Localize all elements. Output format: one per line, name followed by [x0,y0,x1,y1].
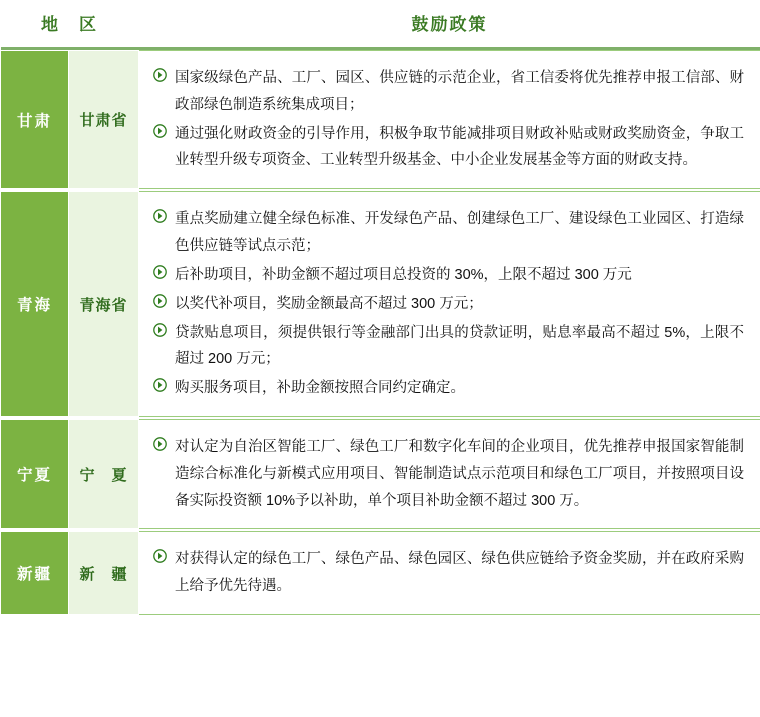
bullet-arrow-icon [153,124,167,138]
policy-text: 国家级绿色产品、工厂、园区、供应链的示范企业，省工信委将优先推荐申报工信部、财政部绿色制造系统集成项目； [175,70,744,113]
policy-text: 购买服务项目，补助金额按照合同约定确定。 [175,380,465,397]
policy-cell [139,532,760,615]
policy-item [153,206,744,260]
header-policy: 鼓励政策 [139,0,760,47]
header-row [1,0,760,47]
region-abbr: 甘肃 [1,51,69,189]
policy-item [153,65,744,119]
table-row [1,532,760,615]
policy-item [153,121,744,175]
header-region: 地 区 [1,0,139,47]
bullet-arrow-icon [153,265,167,279]
policy-text: 对获得认定的绿色工厂、绿色产品、绿色园区、绿色供应链给予资金奖励，并在政府采购上给予优先待遇。 [175,551,744,595]
bullet-arrow-icon [153,323,167,337]
bullet-arrow-icon [153,378,167,392]
region-full: 宁 夏 [69,419,139,528]
bullet-arrow-icon [153,549,167,563]
policy-cell [139,192,760,417]
policy-cell [139,419,760,528]
region-full: 青海省 [69,192,139,417]
table-row [1,192,760,417]
bullet-arrow-icon [153,437,167,451]
policy-text: 重点奖励建立健全绿色标准、开发绿色产品、创建绿色工厂、建设绿色工业园区、打造绿色供应链等试点示范； [175,211,744,255]
region-abbr: 宁夏 [1,419,69,528]
policy-item [153,262,744,289]
bullet-arrow-icon [153,294,167,308]
region-abbr: 新疆 [1,532,69,615]
policy-item [153,546,744,600]
bullet-arrow-icon [153,209,167,223]
table-row [1,51,760,189]
table-row [1,419,760,528]
policy-text: 通过强化财政资金的引导作用，积极争取节能减排项目财政补贴或财政奖励资金，争取工业转型升级专项资金、工业转型升级基金、中小企业发展基金等方面的财政支持。 [175,125,744,169]
policy-item [153,434,744,514]
policy-item [153,291,744,318]
policy-item [153,320,744,374]
policy-text: 贷款贴息项目，须提供银行等金融部门出具的贷款证明，贴息率最高不超过 5%，上限不超过 200 万元； [175,324,744,368]
bullet-arrow-icon [153,68,167,82]
region-full: 新 疆 [69,532,139,615]
policy-text: 后补助项目，补助金额不超过项目总投资的 30%，上限不超过 300 万元 [175,266,632,283]
table-header [1,0,760,51]
policy-text: 对认定为自治区智能工厂、绿色工厂和数字化车间的企业项目，优先推荐申报国家智能制造综合标准化与新模式应用项目、智能制造试点示范项目和绿色工厂项目，并按照项目设备实际投资额 10%予以补助，单个项目补助金额不超过 300 万。 [175,438,744,509]
region-abbr: 青海 [1,192,69,417]
region-full: 甘肃省 [69,51,139,189]
policy-text: 以奖代补项目，奖励金额最高不超过 300 万元； [175,295,483,312]
policy-cell [139,51,760,189]
policy-item [153,375,744,402]
table-body [1,51,760,615]
